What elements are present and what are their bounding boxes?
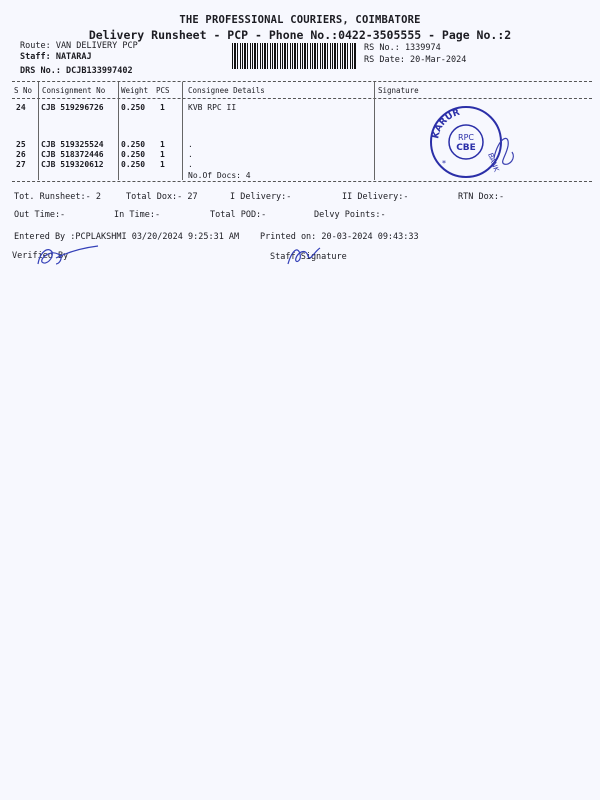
cell-weight: 0.250 — [121, 150, 146, 159]
col-divider — [118, 82, 119, 180]
col-header-signature: Signature — [378, 86, 419, 95]
stamp-star-icon: * — [442, 159, 446, 168]
cell-sno: 27 — [16, 160, 26, 169]
cell-weight: 0.250 — [121, 140, 146, 149]
col-header-weight: Weight — [121, 86, 149, 95]
stamp-side-text: BANK — [486, 151, 501, 173]
cell-sno: 24 — [16, 103, 26, 112]
table-top-rule — [12, 81, 592, 82]
cell-weight: 0.250 — [121, 103, 146, 112]
stamp-center-line2: CBE — [456, 143, 476, 153]
cell-consignment: CJB 519320612 — [41, 160, 104, 169]
col-divider — [38, 82, 39, 180]
cell-pcs: 1 — [160, 150, 165, 159]
rtn-dox: RTN Dox:- — [458, 192, 505, 202]
barcode — [232, 43, 356, 69]
stamp-top-text: KARUR — [431, 107, 462, 140]
col-header-consignee: Consignee Details — [188, 86, 265, 95]
cell-consignment: CJB 519325524 — [41, 140, 104, 149]
printed-on: Printed on: 20-03-2024 09:43:33 — [260, 232, 419, 242]
route-label: Route: VAN DELIVERY PCP — [20, 41, 138, 51]
cell-sno: 26 — [16, 150, 26, 159]
drs-number: DRS No.: DCJB133997402 — [20, 66, 133, 76]
company-title: THE PROFESSIONAL COURIERS, COIMBATORE — [179, 14, 421, 26]
i-delivery: I Delivery:- — [230, 192, 292, 202]
cell-pcs: 1 — [160, 103, 165, 112]
verified-by-label: Verified By — [12, 251, 69, 261]
col-header-sno: S No — [14, 86, 33, 95]
cell-consignee: KVB RPC II — [188, 103, 237, 112]
ii-delivery: II Delivery:- — [342, 192, 409, 202]
in-time: In Time:- — [114, 210, 161, 220]
stamp-signature — [488, 128, 520, 168]
tot-runsheet: Tot. Runsheet:- 2 — [14, 192, 101, 202]
staff-signature-label: Staff Signature — [270, 252, 347, 262]
col-header-consignment: Consignment No — [42, 86, 106, 95]
staff-signature — [284, 242, 324, 268]
col-divider — [374, 82, 375, 180]
cell-weight: 0.250 — [121, 160, 146, 169]
total-pod: Total POD:- — [210, 210, 267, 220]
cell-consignment: CJB 518372446 — [41, 150, 104, 159]
rs-date: RS Date: 20-Mar-2024 — [364, 55, 467, 65]
table-bottom-rule — [12, 181, 592, 182]
verifier-signature — [34, 238, 104, 272]
cell-consignment: CJB 519296726 — [41, 103, 104, 112]
cell-consignee: . — [188, 140, 193, 149]
col-divider — [182, 82, 183, 180]
table-header-rule — [12, 98, 592, 99]
cell-sno: 25 — [16, 140, 26, 149]
rs-number: RS No.: 1339974 — [364, 43, 441, 53]
stamp-center-line1: RPC — [458, 133, 474, 142]
cell-consignee: . — [188, 150, 193, 159]
cell-pcs: 1 — [160, 140, 165, 149]
out-time: Out Time:- — [14, 210, 66, 220]
total-dox: Total Dox:- 27 — [126, 192, 198, 202]
entered-by: Entered By :PCPLAKSHMI 03/20/2024 9:25:31 AM — [14, 232, 240, 242]
delvy-points: Delvy Points:- — [314, 210, 386, 220]
runsheet-subtitle: Delivery Runsheet - PCP - Phone No.:0422-3505555 - Page No.:2 — [88, 28, 512, 42]
staff-label: Staff: NATARAJ — [20, 52, 92, 62]
cell-pcs: 1 — [160, 160, 165, 169]
cell-consignee: . — [188, 160, 193, 169]
no-of-docs: No.Of Docs: 4 — [188, 171, 251, 180]
col-header-pcs: PCS — [156, 86, 170, 95]
